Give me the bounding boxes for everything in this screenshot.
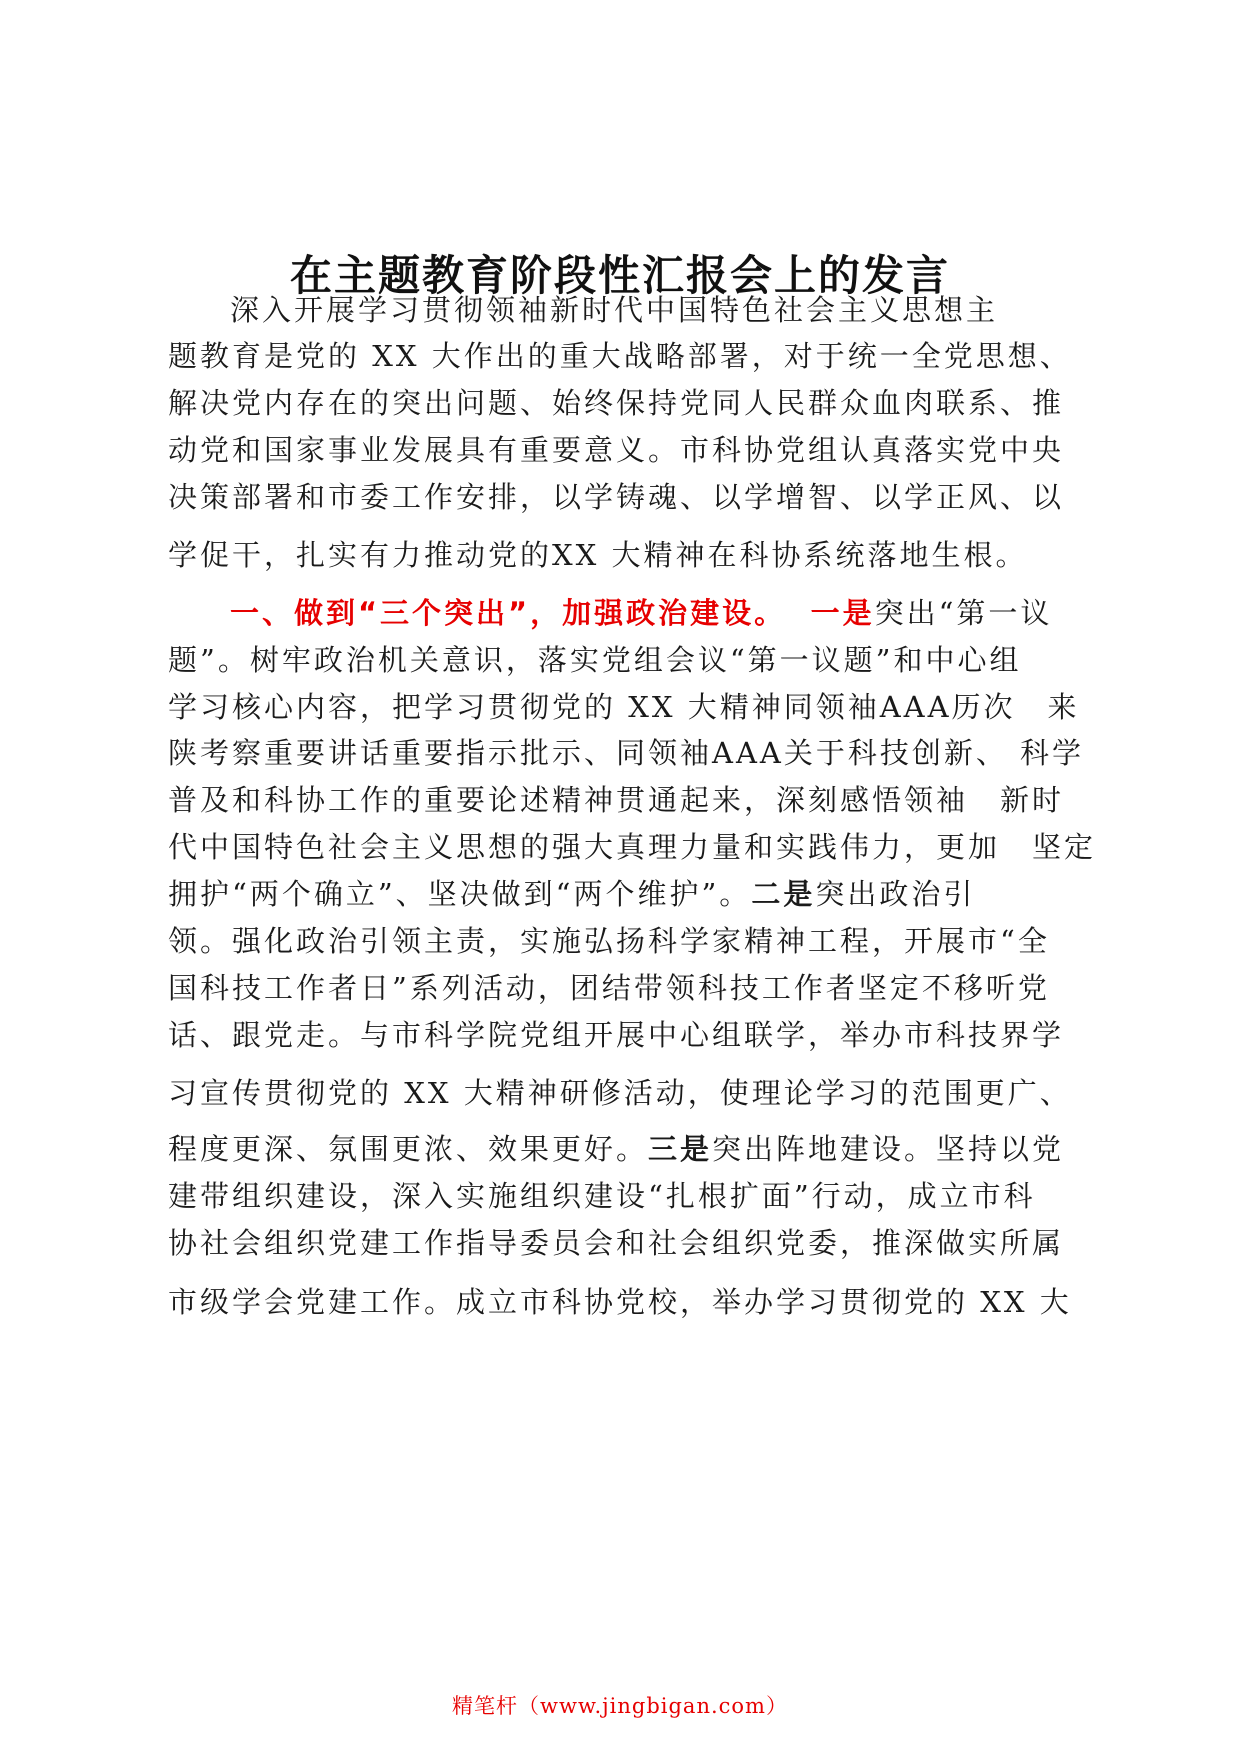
paragraph-line: 国科技工作者日”系列活动，团结带领科技工作者坚定不移听党 (168, 971, 1050, 1005)
paragraph-line: 建带组织建设，深入实施组织建设“扎根扩面”行动，成立市科 (168, 1179, 1036, 1213)
paragraph-line: 代中国特色社会主义思想的强大真理力量和实践伟力，更加 坚定 (168, 830, 1097, 864)
paragraph-line: 协社会组织党建工作指导委员会和社会组织党委，推深做实所属 (168, 1226, 1065, 1260)
paragraph-line (168, 872, 975, 913)
point-label: 二是 (751, 877, 816, 911)
paragraph-line: 市级学会党建工作。成立市科协党校，举办学习贯彻党的 XX 大 (168, 1285, 1072, 1319)
paragraph-line: 习宣传贯彻党的 XX 大精神研修活动，使理论学习的范围更广、 (168, 1076, 1072, 1110)
paragraph-line: 学促干，扎实有力推动党的XX 大精神在科协系统落地生根。 (168, 538, 1028, 572)
paragraph-line: 题教育是党的 XX 大作出的重大战略部署，对于统一全党思想、 (168, 339, 1072, 373)
point-text: 突出政治引 (815, 877, 976, 911)
paragraph-line: 题”。树牢政治机关意识，落实党组会议“第一议题”和中心组 (168, 643, 1022, 677)
paragraph-line: 决策部署和市委工作安排，以学铸魂、以学增智、以学正风、以 (168, 480, 1065, 514)
point-label: 一是 (810, 596, 875, 630)
section-heading: 一、做到“三个突出”，加强政治建设。 (230, 596, 787, 630)
paragraph-line: 学习核心内容，把学习贯彻党的 XX 大精神同领袖AAA历次 来 (168, 690, 1080, 724)
paragraph-line: 话、跟党走。与市科学院党组开展中心组联学，举办市科技界学 (168, 1018, 1065, 1052)
point-text: 突出“第一议 (874, 596, 1053, 630)
paragraph-line: 深入开展学习贯彻领袖新时代中国特色社会主义思想主 (230, 293, 999, 327)
point-text: 突出阵地建设。坚持以党 (712, 1132, 1065, 1166)
line-text: 程度更深、氛围更浓、效果更好。 (168, 1132, 649, 1166)
paragraph-line: 领。强化政治引领主责，实施弘扬科学家精神工程，开展市“全 (168, 924, 1050, 958)
document-title: 在主题教育阶段性汇报会上的发言 (289, 251, 950, 300)
section-heading-line (230, 591, 1052, 632)
paragraph-line: 陕考察重要讲话重要指示批示、同领袖AAA关于科技创新、 科学 (168, 736, 1085, 770)
paragraph-line: 动党和国家事业发展具有重要意义。市科协党组认真落实党中央 (168, 433, 1065, 467)
point-label: 三是 (648, 1132, 713, 1166)
footer-watermark: 精笔杆（www.jingbigan.com） (452, 1694, 788, 1718)
paragraph-line (168, 1127, 1064, 1168)
line-text: 拥护“两个确立”、坚决做到“两个维护”。 (168, 877, 752, 911)
paragraph-line: 解决党内存在的突出问题、始终保持党同人民群众血肉联系、推 (168, 386, 1065, 420)
paragraph-line: 普及和科协工作的重要论述精神贯通起来，深刻感悟领袖 新时 (168, 783, 1065, 817)
